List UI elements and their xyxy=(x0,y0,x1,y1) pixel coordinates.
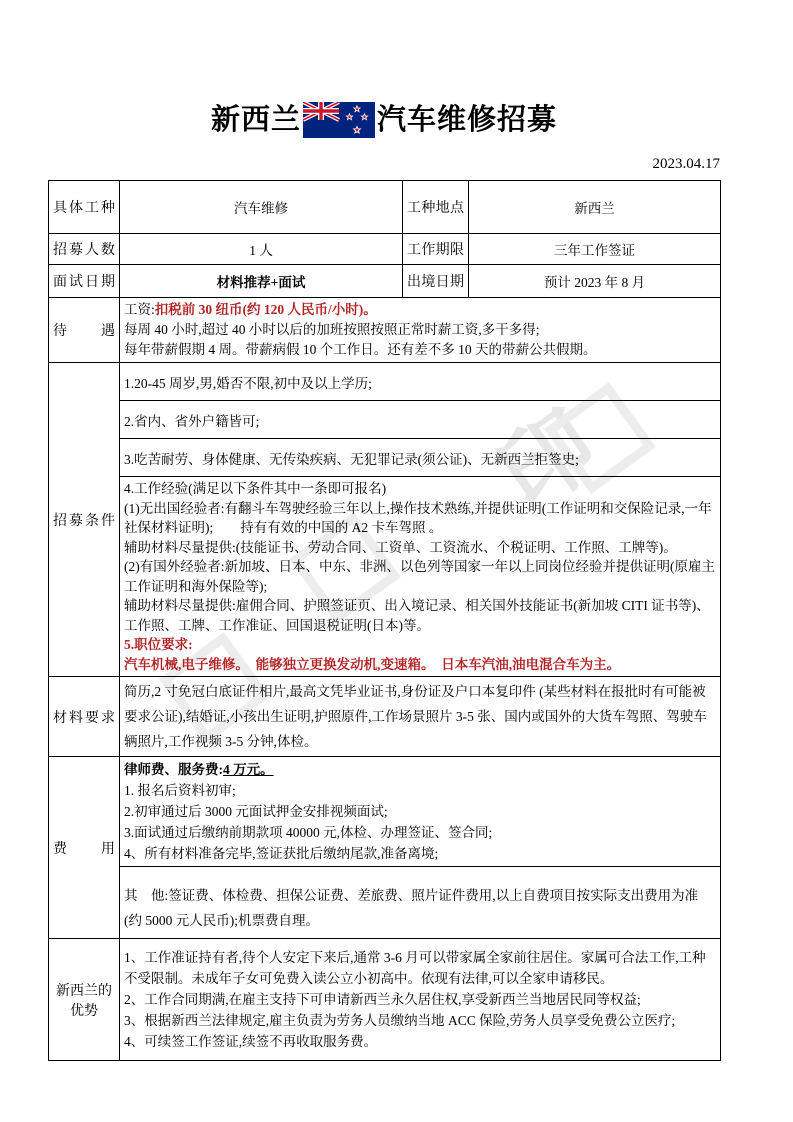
job-type-value: 汽车维修 xyxy=(120,181,403,234)
experience-heading: 4.工作经验(满足以下条件其中一条即可报名) xyxy=(124,481,387,496)
table-row xyxy=(49,477,721,677)
recruitment-table xyxy=(48,180,721,1061)
table-row xyxy=(49,757,721,867)
table-row xyxy=(49,265,721,298)
condition-age: 1.20-45 周岁,男,婚否不限,初中及以上学历; xyxy=(120,363,721,401)
experience-overseas: (2)有国外经验者:新加坡、日本、中东、非洲、以色列等国家一年以上同岗位经验并提供证明(原雇主工作证明和海外保险等); xyxy=(124,559,715,594)
fees-label: 费用 xyxy=(49,757,120,939)
table-row xyxy=(49,181,721,234)
fees-amount: 4 万元。 xyxy=(223,762,274,777)
table-row xyxy=(49,298,721,363)
fees-step-3: 3.面试通过后缴纳前期款项 40000 元,体检、办理签证、签合同; xyxy=(124,825,493,840)
job-location-value: 新西兰 xyxy=(469,181,721,234)
table-row xyxy=(49,401,721,439)
materials-cell: 简历,2 寸免冠白底证件相片,最高文凭毕业证书,身份证及户口本复印件 (某些材料在报批时有可能被要求公证),结婚证,小孩出生证明,护照原件,工作场景照片 3-5 张、国内或国外的大货车驾照、驾驶车辆照片,工作视频 3-5 分钟,体检。 xyxy=(120,677,721,757)
job-requirements-text: 汽车机械,电子维修。 能够独立更换发动机,变速箱。 日本车汽油,油电混合车为主。 xyxy=(124,656,621,672)
title-prefix: 新西兰 xyxy=(210,104,301,136)
document-content xyxy=(48,100,720,1061)
fees-heading-line: 律师费、服务费:4 万元。 xyxy=(124,762,274,777)
table-row xyxy=(49,939,721,1061)
table-row xyxy=(49,677,721,757)
fees-step-1: 1. 报名后资料初审; xyxy=(124,783,236,798)
table-row xyxy=(49,439,721,477)
table-row xyxy=(49,234,721,265)
condition-residence: 2.省内、省外户籍皆可; xyxy=(120,401,721,439)
materials-label: 材料要求 xyxy=(49,677,120,757)
wage-line: 工资:扣税前 30 纽币(约 120 人民币/小时)。 xyxy=(124,302,377,317)
treatment-label: 待遇 xyxy=(49,298,120,363)
title-suffix: 汽车维修招募 xyxy=(377,104,558,136)
work-term-value: 三年工作签证 xyxy=(469,234,721,265)
work-term-label: 工作期限 xyxy=(403,234,469,265)
advantages-cell xyxy=(120,939,721,1061)
treatment-cell xyxy=(120,298,721,363)
departure-date-label: 出境日期 xyxy=(403,265,469,298)
watermark-seal-glyph: 印 xyxy=(481,392,616,529)
experience-domestic: (1)无出国经验者:有翻斗车驾驶经验三年以上,操作技术熟练,并提供证明(工作证明和交保险记录,一年社保材料证明); 持有有效的中国的 A2 卡车驾照 。 xyxy=(124,500,712,535)
fees-main-cell xyxy=(120,757,721,867)
new-zealand-flag-icon xyxy=(303,102,375,138)
fees-other-cell: 其 他:签证费、体检费、担保公证费、差旅费、照片证件费用,以上自费项目按实际支出费用为准(约 5000 元人民币);机票费自理。 xyxy=(120,867,721,939)
interview-date-label: 面试日期 xyxy=(49,265,120,298)
wage-amount: 扣税前 30 纽币(约 120 人民币/小时)。 xyxy=(154,302,377,317)
table-row xyxy=(49,867,721,939)
condition-health: 3.吃苦耐劳、身体健康、无传染疾病、无犯罪记录(须公证)、无新西兰拒签史; xyxy=(120,439,721,477)
job-requirements-heading: 5.职位要求: xyxy=(124,637,193,652)
experience-overseas-docs: 辅助材料尽量提供:雇佣合同、护照签证页、出入境记录、相关国外技能证书(新加坡 CITI 证书等)、工作照、工牌、工作准证、回国退税证明(日本)等。 xyxy=(124,598,710,633)
fees-step-2: 2.初审通过后 3000 元面试押金安排视频面试; xyxy=(124,804,388,819)
departure-date-value: 预计 2023 年 8 月 xyxy=(469,265,721,298)
interview-date-value: 材料推荐+面试 xyxy=(120,265,403,298)
advantage-4: 4、可续签工作签证,续签不再收取服务费。 xyxy=(124,1034,378,1049)
holiday-line: 每年带薪假期 4 周。带薪病假 10 个工作日。还有差不多 10 天的带薪公共假期。 xyxy=(124,342,597,357)
fees-step-4: 4、所有材料准备完毕,签证获批后缴纳尾款,准备离境; xyxy=(124,846,439,861)
headcount-value: 1 人 xyxy=(120,234,403,265)
overtime-line: 每周 40 小时,超过 40 小时以后的加班按照按照正常时薪工资,多干多得; xyxy=(124,322,540,337)
advantages-label: 新西兰的优势 xyxy=(49,939,120,1061)
document-title xyxy=(48,100,720,140)
table-row xyxy=(49,363,721,401)
advantage-1: 1、工作准证持有者,待个人安定下来后,通常 3-6 月可以带家属全家前往居住。家属可合法工作,工种不受限制。未成年子女可免费入读公立小初高中。依现有法律,可以全家申请移民。 xyxy=(124,950,706,986)
advantage-2: 2、工作合同期满,在雇主支持下可申请新西兰永久居住权,享受新西兰当地居民同等权益; xyxy=(124,992,641,1007)
job-location-label: 工种地点 xyxy=(403,181,469,234)
document-date: 2023.04.17 xyxy=(652,156,720,172)
job-type-label: 具体工种 xyxy=(49,181,120,234)
headcount-label: 招募人数 xyxy=(49,234,120,265)
conditions-label: 招募条件 xyxy=(49,363,120,677)
experience-domestic-docs: 辅助材料尽量提供:(技能证书、劳动合同、工资单、工资流水、个税证明、工作照、工牌等)。 xyxy=(124,539,677,555)
condition-experience-cell xyxy=(120,477,721,677)
advantage-3: 3、根据新西兰法律规定,雇主负责为劳务人员缴纳当地 ACC 保险,劳务人员享受免费公立医疗; xyxy=(124,1013,676,1028)
